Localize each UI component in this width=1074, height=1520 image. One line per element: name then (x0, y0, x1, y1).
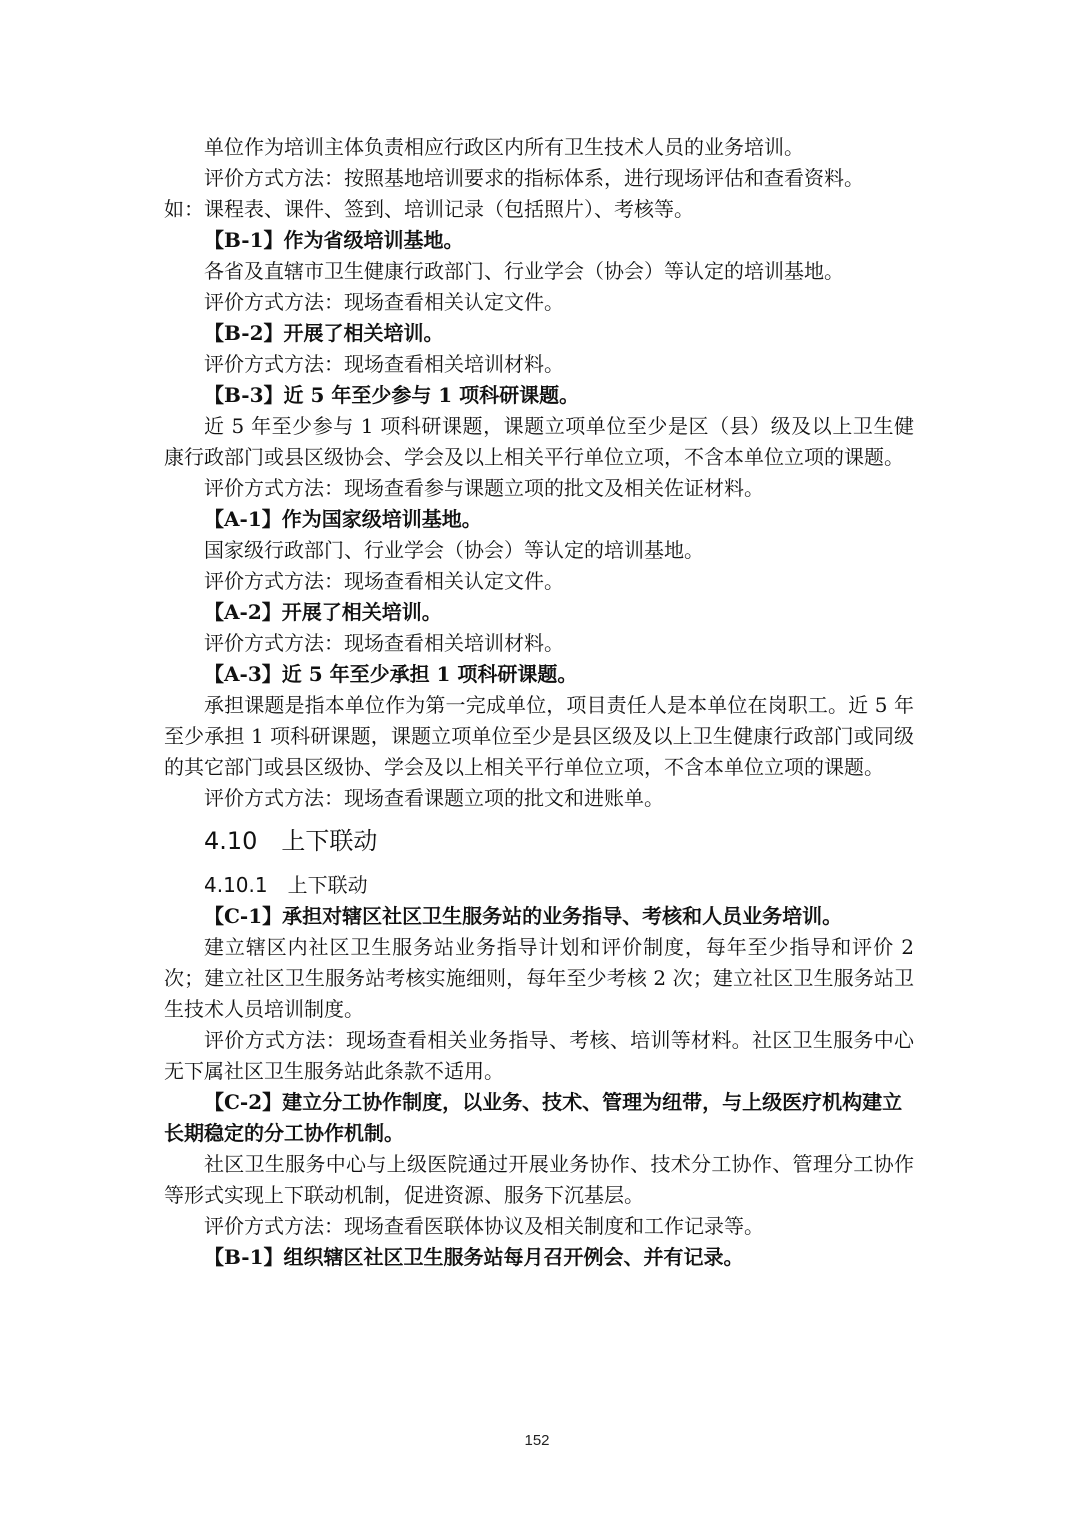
criterion-b1-description: 各省及直辖市卫生健康行政部门、行业学会（协会）等认定的培训基地。 (204, 259, 844, 283)
criterion-a1-evaluation: 评价方式方法：现场查看相关认定文件。 (204, 569, 564, 593)
criterion-a3-title: 【A-3】近 5 年至少承担 1 项科研课题。 (204, 662, 578, 686)
criterion-b2-evaluation: 评价方式方法：现场查看相关培训材料。 (204, 352, 564, 376)
criterion-b3-evaluation: 评价方式方法：现场查看参与课题立项的批文及相关佐证材料。 (204, 476, 764, 500)
criterion-c2-title: 【C-2】建立分工协作制度，以业务、技术、管理为纽带，与上级医疗机构建立长期稳定的分工协作机制。 (164, 1090, 903, 1145)
criterion-a3-description: 承担课题是指本单位作为第一完成单位，项目责任人是本单位在岗职工。近 5 年至少承担 1 项科研课题，课题立项单位至少是县区级及以上卫生健康行政部门或同级的其它部门或县区级协、学会及以上相关平行单位立项，不含本单位立项的课题。 (164, 693, 914, 779)
document-page (164, 132, 914, 1392)
criterion-b1-title: 【B-1】作为省级培训基地。 (204, 228, 464, 252)
section-heading: 4.10 上下联动 (204, 827, 378, 855)
criterion-c2-description: 社区卫生服务中心与上级医院通过开展业务协作、技术分工协作、管理分工协作等形式实现上下联动机制，促进资源、服务下沉基层。 (164, 1152, 914, 1207)
criterion-a3-evaluation: 评价方式方法：现场查看课题立项的批文和进账单。 (204, 786, 664, 810)
page-number: 152 (524, 1432, 550, 1449)
criterion-a2-evaluation: 评价方式方法：现场查看相关培训材料。 (204, 631, 564, 655)
paragraph-evaluation: 评价方式方法：按照基地培训要求的指标体系，进行现场评估和查看资料。 (204, 166, 864, 190)
criterion-a2-title: 【A-2】开展了相关培训。 (204, 600, 442, 624)
criterion-b1-second-title: 【B-1】组织辖区社区卫生服务站每月召开例会、并有记录。 (204, 1245, 744, 1269)
criterion-b1-evaluation: 评价方式方法：现场查看相关认定文件。 (204, 290, 564, 314)
paragraph-evaluation-continued: 如：课程表、课件、签到、培训记录（包括照片）、考核等。 (164, 197, 694, 221)
criterion-b3-description: 近 5 年至少参与 1 项科研课题，课题立项单位至少是区（县）级及以上卫生健康行政部门或县区级协会、学会及以上相关平行单位立项，不含本单位立项的课题。 (164, 414, 914, 469)
criterion-a1-description: 国家级行政部门、行业学会（协会）等认定的培训基地。 (204, 538, 704, 562)
criterion-c2-evaluation: 评价方式方法：现场查看医联体协议及相关制度和工作记录等。 (204, 1214, 764, 1238)
criterion-b2-title: 【B-2】开展了相关培训。 (204, 321, 444, 345)
subsection-heading: 4.10.1 上下联动 (204, 873, 368, 897)
criterion-c1-evaluation: 评价方式方法：现场查看相关业务指导、考核、培训等材料。社区卫生服务中心无下属社区卫生服务站此条款不适用。 (164, 1028, 914, 1083)
paragraph-intro: 单位作为培训主体负责相应行政区内所有卫生技术人员的业务培训。 (204, 135, 804, 159)
criterion-a1-title: 【A-1】作为国家级培训基地。 (204, 507, 482, 531)
criterion-c1-description: 建立辖区内社区卫生服务站业务指导计划和评价制度，每年至少指导和评价 2 次；建立社区卫生服务站考核实施细则，每年至少考核 2 次；建立社区卫生服务站卫生技术人员培训制度。 (164, 935, 914, 1021)
criterion-c1-title: 【C-1】承担对辖区社区卫生服务站的业务指导、考核和人员业务培训。 (204, 904, 843, 928)
criterion-b3-title: 【B-3】近 5 年至少参与 1 项科研课题。 (204, 383, 580, 407)
